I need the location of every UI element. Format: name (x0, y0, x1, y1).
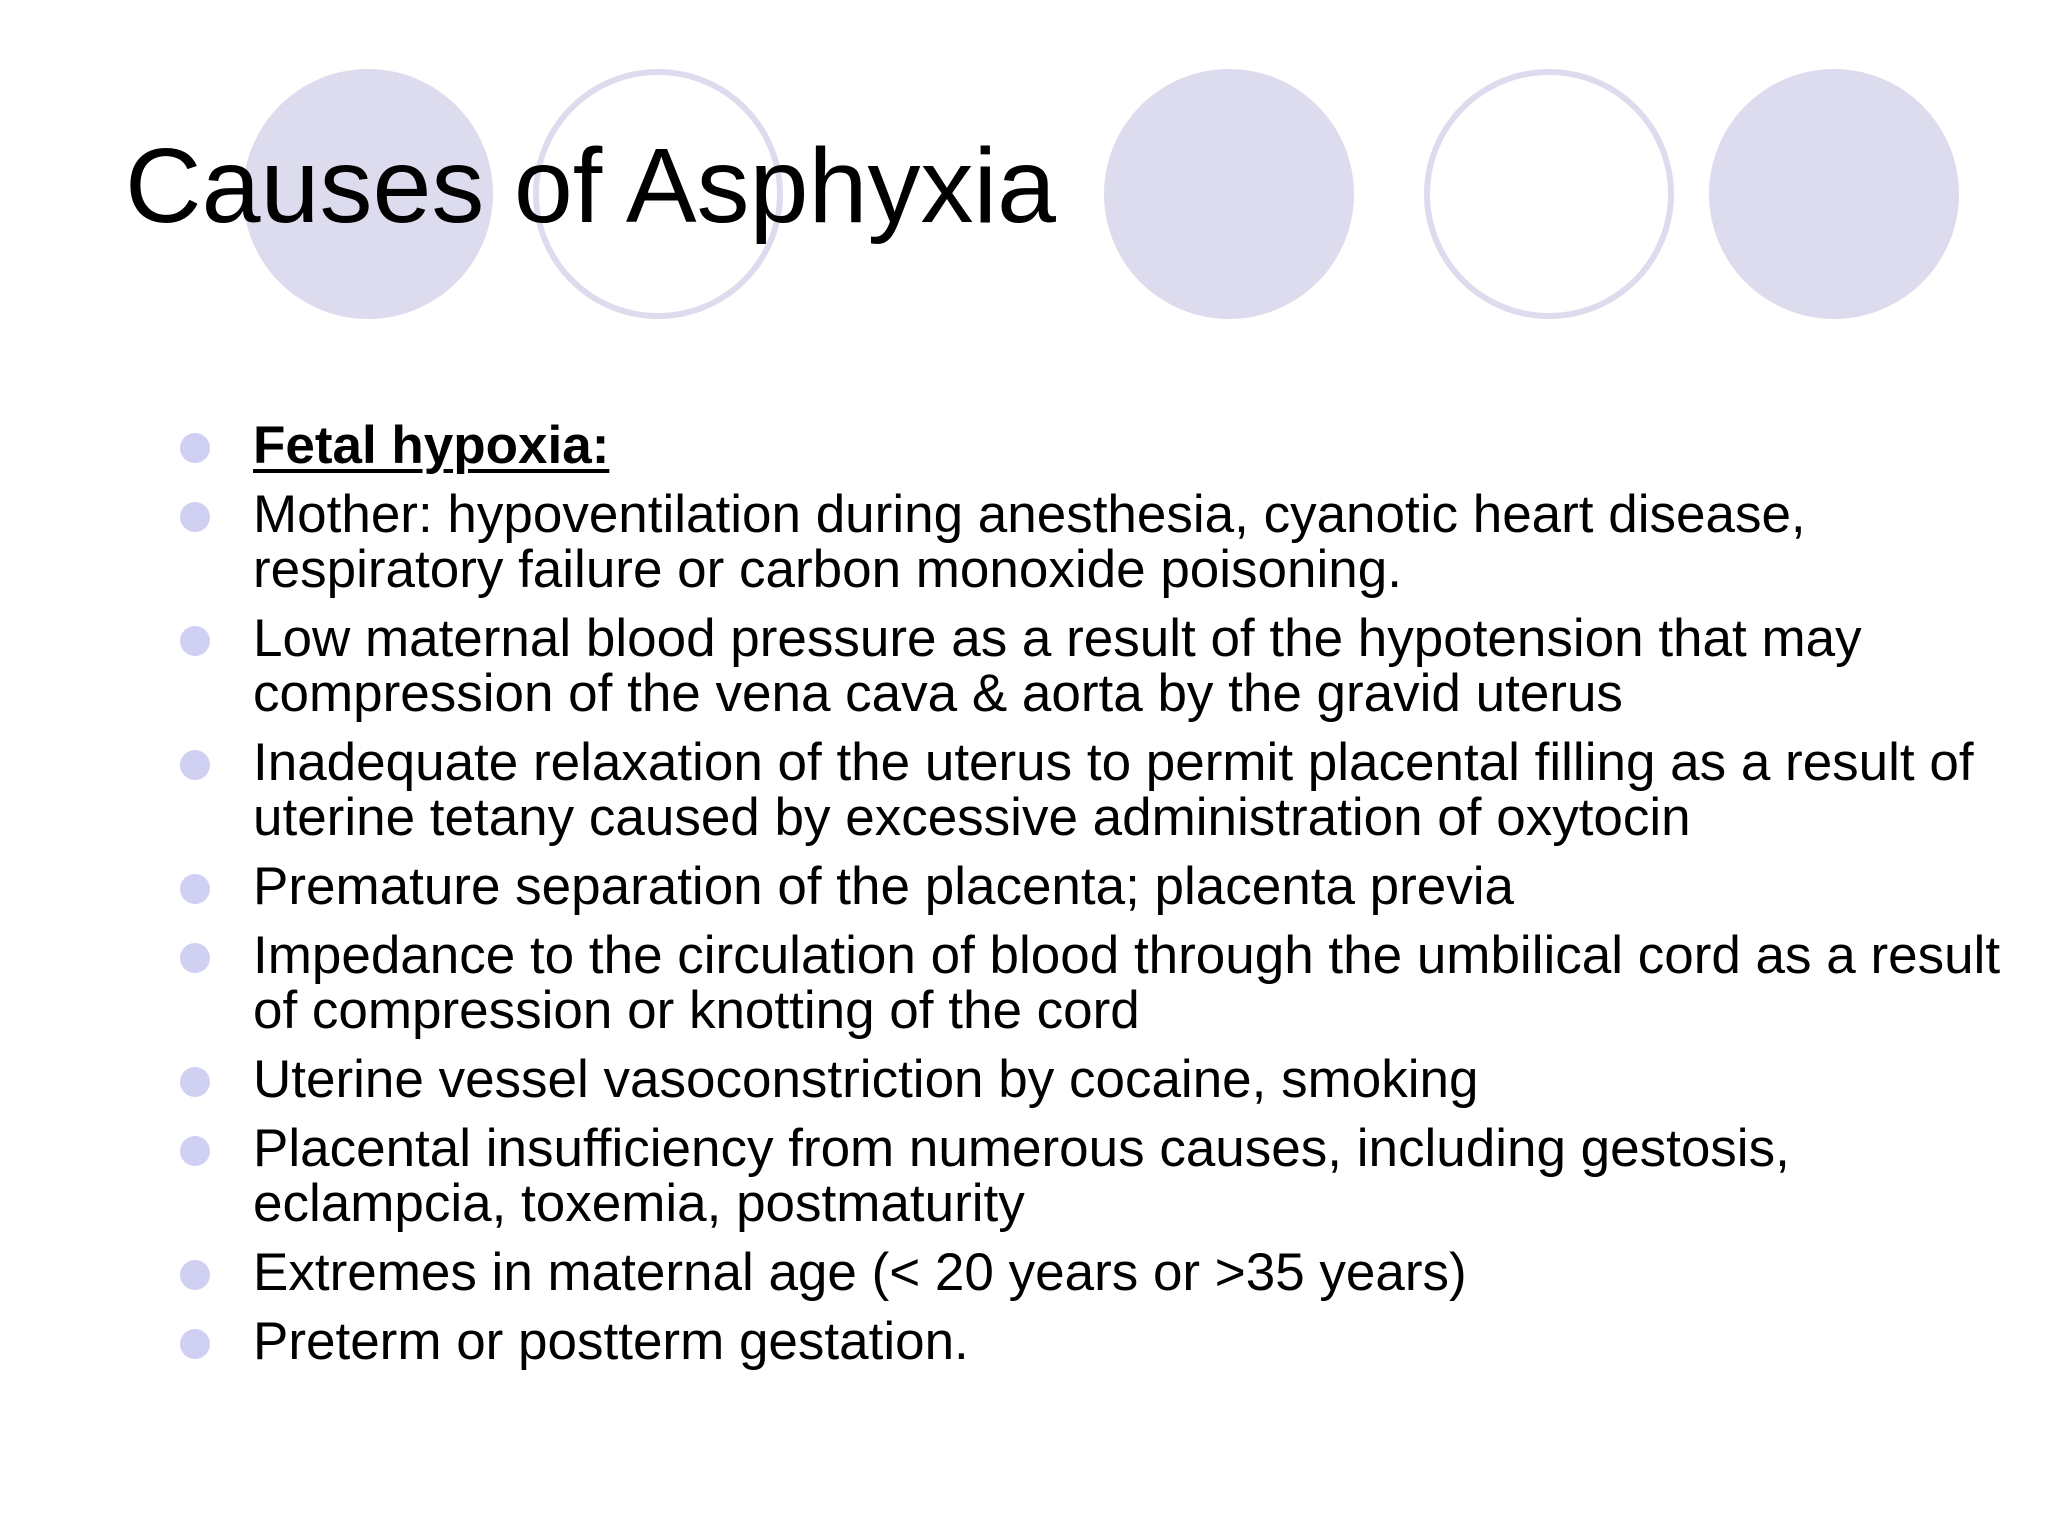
bullet-dot-icon (180, 1329, 210, 1359)
decorative-circle-filled (1709, 69, 1959, 319)
bullet-dot-icon (180, 626, 210, 656)
bullet-item (175, 1314, 2005, 1369)
bullet-dot-icon (180, 1260, 210, 1290)
bullet-text: Inadequate relaxation of the uterus to permit placental filling as a result of uterine tetany caused by excessive administration of oxytocin (253, 733, 1974, 847)
bullet-text: Low maternal blood pressure as a result of the hypotension that may compression of the vena cava & aorta by the gravid uterus (253, 609, 1862, 723)
bullet-dot-icon (180, 1136, 210, 1166)
bullet-text: Mother: hypoventilation during anesthesia, cyanotic heart disease, respiratory failure or carbon monoxide poisoning. (253, 485, 1806, 599)
bullet-text: Extremes in maternal age (< 20 years or >35 years) (253, 1243, 1467, 1302)
bullet-list (175, 418, 2005, 1383)
bullet-heading: Fetal hypoxia: (253, 416, 610, 475)
bullet-text: Impedance to the circulation of blood through the umbilical cord as a result of compression or knotting of the cord (253, 926, 2001, 1040)
bullet-item (175, 487, 2005, 597)
bullet-item (175, 611, 2005, 721)
bullet-dot-icon (180, 750, 210, 780)
bullet-dot-icon (180, 1067, 210, 1097)
bullet-dot-icon (180, 502, 210, 532)
bullet-text: Uterine vessel vasoconstriction by cocaine, smoking (253, 1050, 1479, 1109)
decorative-circle-outline (1424, 69, 1674, 319)
decorative-circle-filled (1104, 69, 1354, 319)
bullet-text: Premature separation of the placenta; placenta previa (253, 857, 1515, 916)
bullet-item (175, 735, 2005, 845)
bullet-text: Preterm or postterm gestation. (253, 1312, 969, 1371)
bullet-dot-icon (180, 433, 210, 463)
bullet-item (175, 418, 2005, 473)
bullet-dot-icon (180, 943, 210, 973)
bullet-item (175, 1245, 2005, 1300)
bullet-item (175, 1052, 2005, 1107)
bullet-dot-icon (180, 874, 210, 904)
bullet-item (175, 859, 2005, 914)
slide-title: Causes of Asphyxia (125, 127, 1056, 245)
bullet-item (175, 1121, 2005, 1231)
bullet-item (175, 928, 2005, 1038)
bullet-text: Placental insufficiency from numerous causes, including gestosis, eclampcia, toxemia, postmaturity (253, 1119, 1790, 1233)
